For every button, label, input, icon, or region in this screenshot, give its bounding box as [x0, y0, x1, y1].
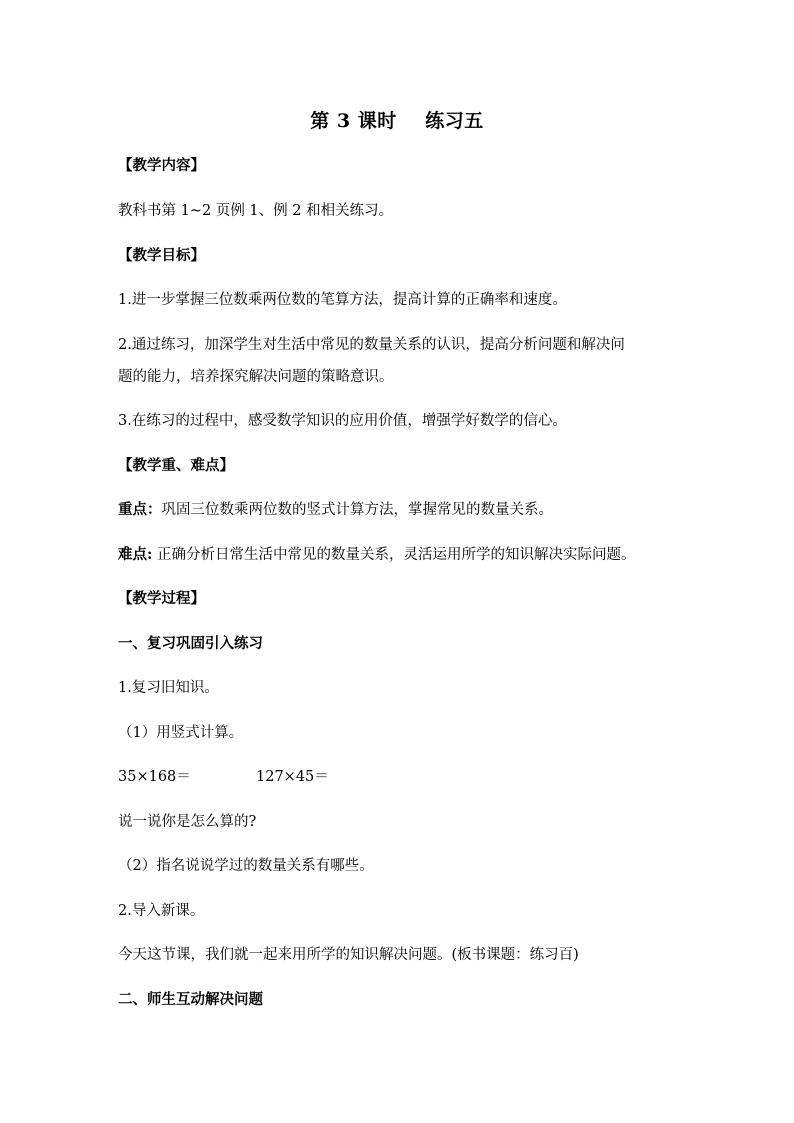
intro-text: 今天这节课，我们就一起来用所学的知识解决问题。(板书课题：练习百) [118, 947, 579, 963]
goal-2-line-1: 2.通过练习，加深学生对生活中常见的数量关系的认识，提高分析问题和解决问 [118, 337, 625, 353]
difficult-point-text: 正确分析日常生活中常见的数量关系，灵活运用所学的知识解决实际问题。 [152, 547, 636, 563]
goal-1: 1.进一步掌握三位数乘两位数的笔算方法，提高计算的正确率和速度。 [118, 292, 567, 308]
step-1: 1.复习旧知识。 [118, 680, 219, 696]
step-1-1: （1）用竖式计算。 [118, 725, 244, 741]
page-title: 第 3 课时 练习五 [310, 110, 484, 132]
section-heading-keypoints: 【教学重、难点】 [118, 457, 234, 474]
step-1-2: （2）指名说说学过的数量关系有哪些。 [118, 858, 374, 874]
goal-2-line-2: 题的能力，培养探究解决问题的策略意识。 [118, 369, 394, 385]
section-heading-content: 【教学内容】 [118, 157, 205, 174]
question: 说一说你是怎么算的? [118, 814, 257, 830]
goal-3: 3.在练习的过程中，感受数学知识的应用价值，增强学好数学的信心。 [118, 413, 567, 429]
section-heading-process: 【教学过程】 [118, 590, 205, 607]
expression-a: 35×168＝ [118, 769, 191, 785]
difficult-point [118, 545, 698, 565]
expression-b: 127×45＝ [256, 769, 329, 785]
key-point-text: 巩固三位数乘两位数的竖式计算方法，掌握常见的数量关系。 [161, 502, 553, 518]
expression-row [118, 767, 698, 787]
part-1-heading: 一、复习巩固引入练习 [118, 635, 263, 652]
difficult-point-label: 难点: [118, 546, 153, 563]
key-point-label: 重点： [118, 501, 162, 518]
key-point [118, 500, 698, 520]
section-heading-goals: 【教学目标】 [118, 247, 205, 264]
step-2: 2.导入新课。 [118, 903, 205, 919]
content-text: 教科书第 1~2 页例 1、例 2 和相关练习。 [118, 203, 394, 219]
part-2-heading: 二、师生互动解决问题 [118, 991, 263, 1008]
